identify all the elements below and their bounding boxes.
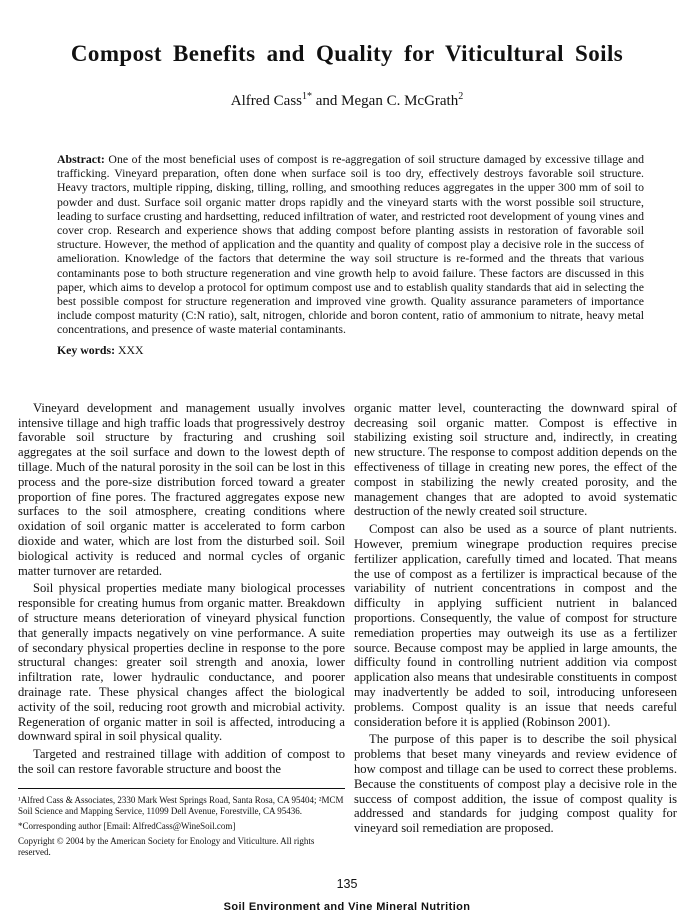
- right-paragraph-3: The purpose of this paper is to describe the soil physical problems that beset many vineyards and review evidence of how compost and tillage can be used to correct these problems. Because the constituents of compost play a decisive role in the success of compost addition, the issue of compost quality is addressed and standards for judging compost quality for vineyard soil remediation are proposed.: [354, 732, 677, 836]
- footnote-copyright: Copyright © 2004 by the American Society for Enology and Viticulture. All rights reserved.: [18, 835, 315, 858]
- author-1-superscript: 1*: [302, 91, 313, 102]
- page-number: 135: [336, 877, 358, 891]
- author-1-name: Alfred Cass: [230, 93, 303, 109]
- abstract-section: [57, 152, 644, 337]
- body-columns: [18, 401, 677, 859]
- footnote-corresponding-author: *Corresponding author [Email: AlfredCass@WineSoil.com]: [18, 821, 236, 832]
- footnote-affiliations: ¹Alfred Cass & Associates, 2330 Mark West Springs Road, Santa Rosa, CA 95404; ²MCM Soil Science and Mapping Service, 11099 Dell Avenue, Forestville, CA 95436.: [18, 794, 344, 817]
- keywords-text: XXX: [115, 342, 144, 357]
- keywords-line: [57, 343, 644, 357]
- abstract-label: Abstract:: [57, 152, 105, 166]
- keywords-label: Key words:: [57, 342, 115, 357]
- author-connector: and Megan C. McGrath: [312, 93, 459, 109]
- running-footer-title: Soil Environment and Vine Mineral Nutrition: [223, 901, 471, 913]
- footnote-block: [18, 788, 345, 859]
- body-left-column: [18, 401, 345, 859]
- right-paragraph-1: organic matter level, counteracting the downward spiral of decreasing soil organic matter. Compost is effective in stabilizing existing soil structure and, indirectly, in creating new structure. The response to compost addition depends on the effectiveness of tillage in creating new pores, the effect of the compost in stabilizing the newly created porosity, and the management changes that are adopted to avoid systematic destruction of the newly created soil structure.: [354, 400, 677, 519]
- footnote-rule: [18, 788, 345, 789]
- author-2-superscript: 2: [458, 91, 464, 102]
- abstract-text: One of the most beneficial uses of compost is re-aggregation of soil structure damaged by excessive tillage and trafficking. Vineyard preparation, often done when surface soil is too dry, effectively destroys favorable soil structure. Heavy tractors, multiple ripping, disking, tilling, rolling, and smoothing reduces aggregates in the upper 300 mm of soil to powder and dust. Surface soil organic matter drops rapidly and the vineyard starts with the worst possible soil structure, leading to surface crusting and hardsetting, reduced infiltration of water, and restricted root development of young vines and cover crop. Research and experience shows that adding compost before planting assists in restoration of favorable soil structure. However, the method of application and the quantity and quality of compost play a decisive role in the success of amelioration. Knowledge of the factors that determine the way soil structure is re-formed and the threats that various contaminants pose to both structure regeneration and vine growth help to avoid failure. These factors are discussed in this paper, which aims to develop a protocol for optimum compost use and to establish quality standards that aid in selecting the best possible compost for structure regeneration and improved vine growth. Quality assurance parameters of importance include compost maturity (C:N ratio), salt, nitrogen, chloride and boron content, ratio of ammonium to nitrate, heavy metal concentrations, and presence of waste material contaminants.: [57, 152, 644, 337]
- left-paragraph-1: Vineyard development and management usually involves intensive tillage and high traffic loads that progressively destroy favorable soil structure by fracturing and crushing soil aggregates at the soil surface and down to the lowest depth of tillage. Much of the natural porosity in the soil can be lost in this process and the pore-size distribution forced toward a greater proportion of fine pores. The fractured aggregates expose new surfaces to the soil atmosphere, creating conditions where oxidation of soil organic matter is accelerated to form carbon dioxide and water, which are lost from the disturbed soil. Soil biological activity is reduced and normal cycles of organic matter turnover are retarded.: [18, 400, 345, 578]
- left-paragraph-3: Targeted and restrained tillage with addition of compost to the soil can restore favorable structure and boost the: [18, 747, 345, 776]
- right-paragraph-2: Compost can also be used as a source of plant nutrients. However, premium winegrape production requires precise fertilizer application, carefully timed and located. That means the use of compost as a fertilizer is impractical because of the variability of nutrient concentrations in compost and the difficulty in applying sufficient nutrient in balanced proportions. Consequently, the value of compost for structure remediation properties may outweigh its use as a fertilizer source. Because compost may be applied in large amounts, the difficulty found in controlling nutrient addition via compost application also means that undesirable constituents in compost may inadvertently be added to soil, introducing unforeseen problems. Compost quality is an issue that needs careful consideration before it is applied (Robinson 2001).: [354, 522, 677, 729]
- body-right-column: [354, 401, 677, 859]
- page-title: Compost Benefits and Quality for Viticultural Soils: [70, 41, 624, 66]
- left-paragraph-2: Soil physical properties mediate many biological processes responsible for creating humus from organic matter. Breakdown of structure means deterioration of vineyard physical function that generally impacts negatively on vine performance. A suite of secondary physical properties decline in response to the pore structural changes: greater soil strength and anoxia, lower infiltration rate, lower hydraulic conductance, and poorer drainage rate. These physical changes affect the biological activity of the soil, reducing root growth and microbial activity. Regeneration of organic matter in soil is affected, introducing a downward spiral in soil physical quality.: [18, 581, 345, 744]
- authors-line: [0, 92, 694, 110]
